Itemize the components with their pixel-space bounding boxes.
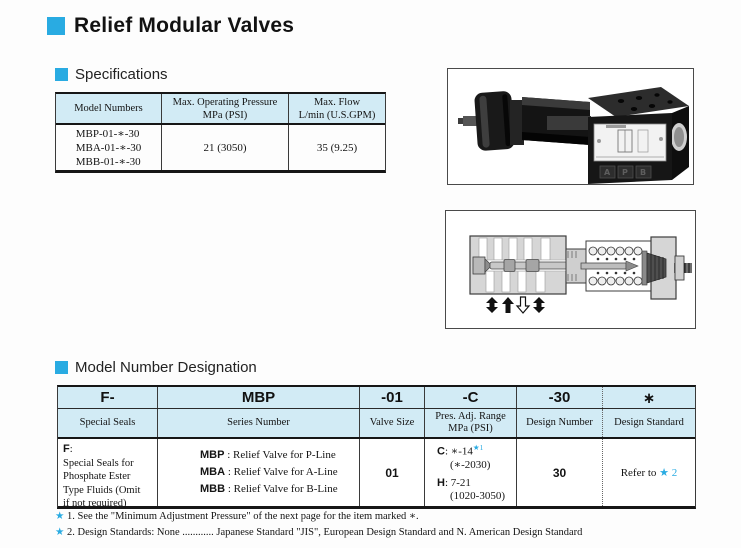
footnote-ref-1: ★1 [472, 443, 484, 453]
model-number-designation-label: Model Number Designation [75, 359, 257, 376]
footnote-2-text: 2. Design Standards: None ............ Japanese Standard "JIS", European Design Standard and N. American Design Standard [67, 527, 583, 538]
spec-header-text: Max. Flow [313, 96, 361, 108]
cross-section-diagram [445, 210, 696, 329]
footnote-ref-2: ★ 2 [659, 467, 678, 479]
section-bullet-icon [55, 361, 68, 374]
spec-cell-pressure [161, 125, 288, 170]
spec-header-text: MPa (PSI) [202, 109, 248, 121]
code-design-number: -30 [548, 389, 571, 406]
cell-special-seals [58, 439, 157, 509]
spec-cell-flow [288, 125, 385, 170]
refer-to-text: Refer to [620, 467, 660, 479]
label-line: MPa (PSI) [448, 423, 493, 434]
spec-header-text: L/min (U.S.GPM) [298, 109, 376, 121]
specifications-section-header [55, 66, 168, 83]
seals-line: Type Fluids (Omit [63, 484, 141, 496]
page-title: Relief Modular Valves [74, 14, 295, 37]
spec-cell-models [56, 125, 161, 170]
label-design-number: Design Number [526, 417, 593, 428]
label-line: Pres. Adj. Range [435, 411, 506, 422]
star-icon: ★ [55, 511, 68, 522]
label-pres-adj-range [424, 409, 516, 437]
star-icon: ★ [55, 527, 68, 538]
footnote-1-text: 1. See the "Minimum Adjustment Pressure" of the next page for the item marked ∗. [67, 511, 419, 522]
code-design-standard: ∗ [642, 389, 656, 407]
product-photo [447, 68, 694, 185]
designation-label-row [58, 409, 695, 439]
spec-header-max-flow [288, 94, 385, 123]
spec-header-text: Model Numbers [74, 103, 143, 114]
cell-series-number [157, 439, 359, 506]
specifications-table [55, 92, 386, 173]
model-number-designation-section-header [55, 359, 257, 376]
footnote-2 [55, 526, 582, 539]
specifications-label: Specifications [75, 66, 168, 83]
label-special-seals: Special Seals [79, 417, 136, 428]
valve-cross-section-illustration [446, 211, 695, 328]
footnote-1 [55, 510, 419, 523]
cell-pres-adj-range [424, 439, 516, 506]
seals-colon: : [69, 444, 73, 455]
model-number: MBB-01-∗-30 [75, 155, 141, 168]
code-series: MBP [241, 389, 276, 406]
svg-text:B: B [640, 168, 647, 177]
spec-header-max-pressure [161, 94, 288, 123]
title-bullet-icon [47, 17, 65, 35]
pres-adj-c-paren: (∗-2030) [450, 459, 491, 472]
code-pres-adj: -C [462, 389, 479, 406]
series-option: MBA : Relief Valve for A-Line [200, 466, 338, 478]
designation-body-row [58, 439, 695, 509]
seals-line: Special Seals for [63, 457, 134, 469]
svg-text:P: P [622, 168, 628, 177]
pres-adj-c-line: C: ∗-14$^{★1}$ [437, 443, 484, 458]
spec-header-model-numbers [56, 94, 161, 123]
svg-text:A: A [604, 168, 611, 177]
series-option: MBB : Relief Valve for B-Line [200, 483, 338, 495]
model-number: MBP-01-∗-30 [75, 127, 140, 140]
seals-line: if not required) [63, 498, 127, 509]
spec-table-header-row [56, 94, 385, 125]
model-number: MBA-01-∗-30 [75, 141, 142, 154]
model-number-designation-table [57, 385, 696, 509]
code-valve-size: -01 [381, 389, 403, 406]
cell-design-standard [602, 439, 695, 506]
flow-value: 35 (9.25) [316, 141, 358, 154]
page-title-row [47, 14, 294, 38]
label-series-number: Series Number [227, 417, 290, 428]
spec-header-text: Max. Operating Pressure [172, 96, 278, 108]
designation-code-row [58, 387, 695, 409]
label-valve-size: Valve Size [369, 417, 415, 428]
spec-table-body-row [56, 125, 385, 170]
pres-adj-h-line: H: 7-21 [437, 476, 471, 489]
pres-adj-h-paren: (1020-3050) [450, 490, 505, 503]
seals-prefix: F [63, 443, 70, 455]
valve-photo-illustration [448, 69, 693, 184]
cell-design-number: 30 [552, 465, 567, 480]
pressure-value: 21 (3050) [203, 141, 247, 154]
series-option: MBP : Relief Valve for P-Line [200, 449, 336, 461]
code-special-seals: F- [100, 389, 115, 406]
cell-valve-size: 01 [385, 465, 399, 480]
label-design-standard: Design Standard [614, 417, 684, 428]
section-bullet-icon [55, 68, 68, 81]
seals-line: Phosphate Ester [63, 471, 131, 482]
